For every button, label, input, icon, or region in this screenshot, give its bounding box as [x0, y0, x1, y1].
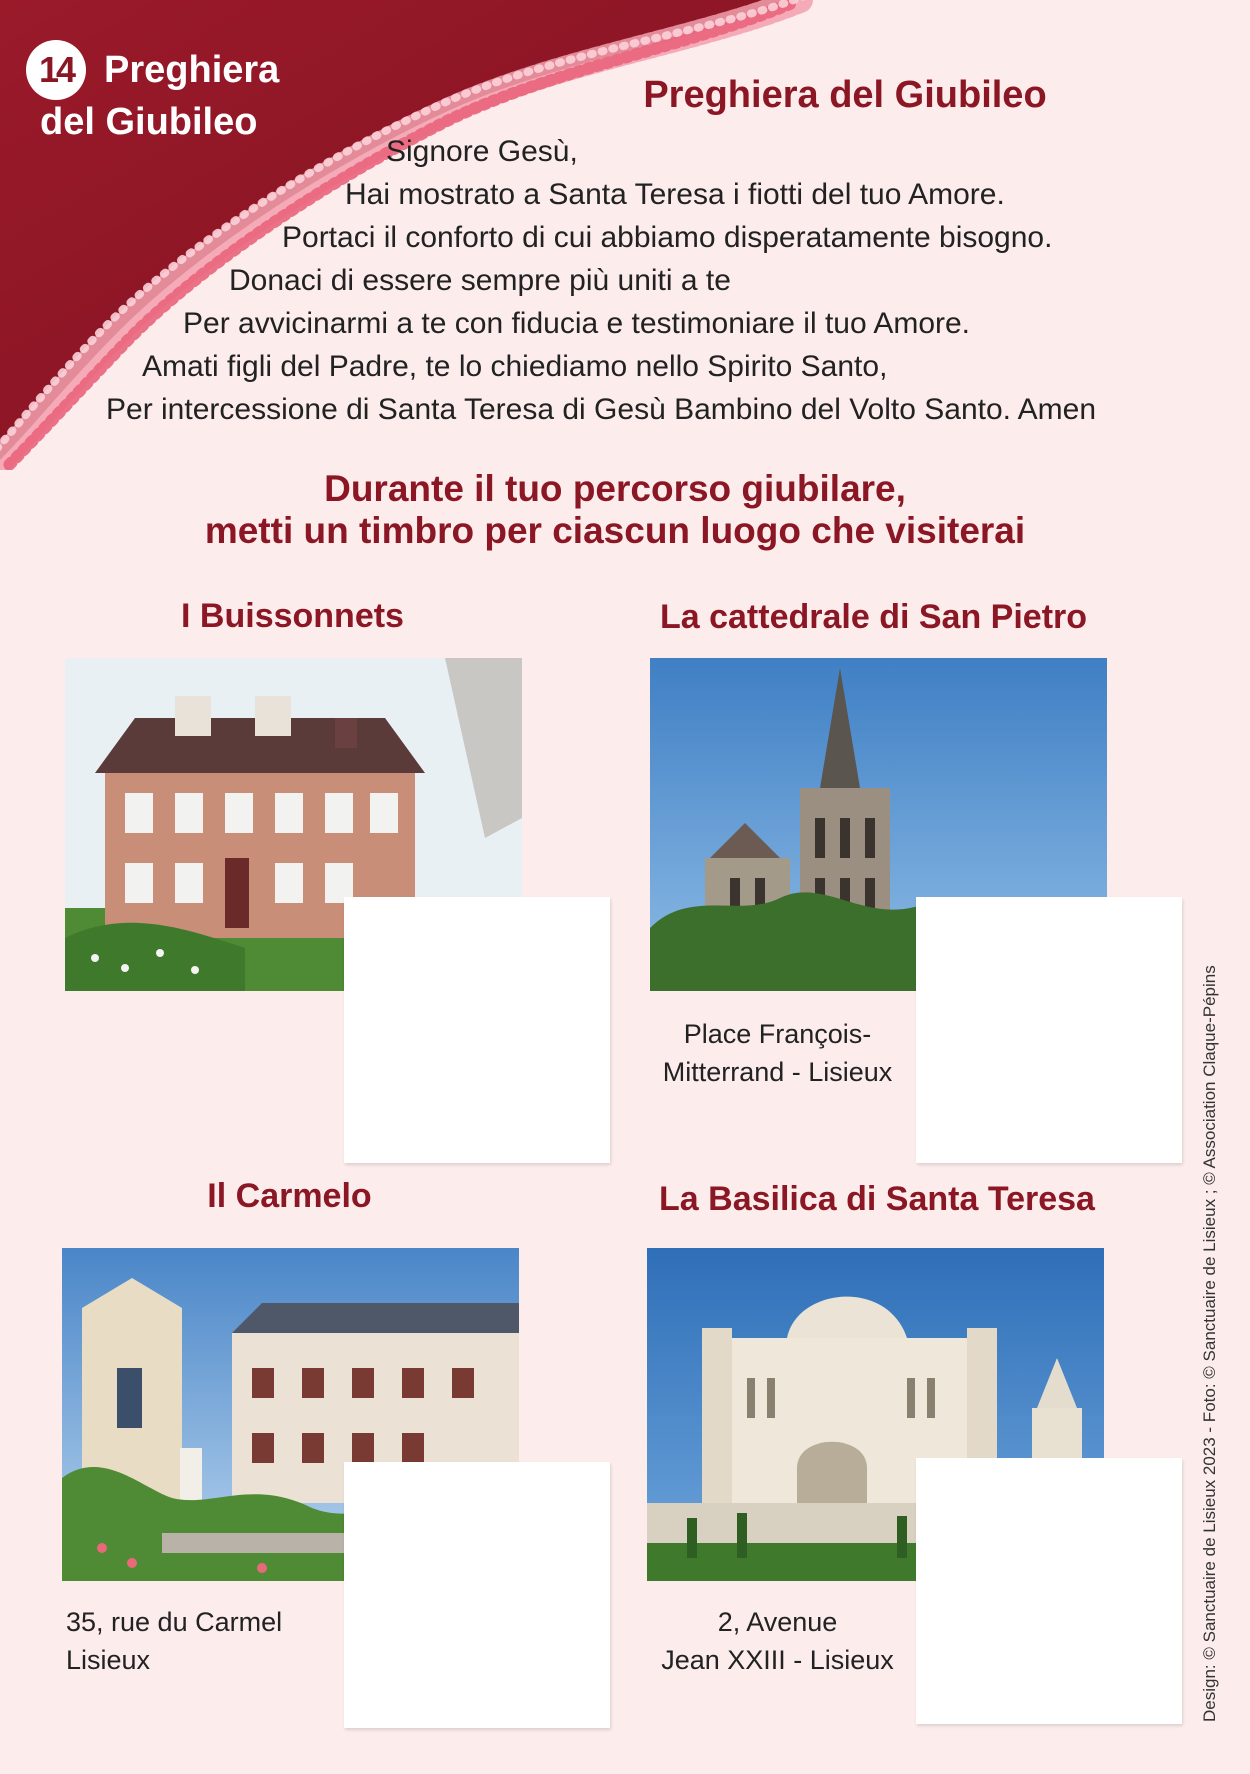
- address-basilica: [650, 1603, 905, 1679]
- stamp-box-buissonnets[interactable]: [344, 897, 610, 1163]
- stamp-box-carmelo[interactable]: [344, 1462, 610, 1728]
- address-line: Mitterrand - Lisieux: [662, 1057, 893, 1087]
- prayer-line: Portaci il conforto di cui abbiamo disperatamente bisogno.: [282, 221, 1053, 254]
- address-line: Jean XXIII - Lisieux: [661, 1645, 894, 1675]
- prayer-line: Per intercessione di Santa Teresa di Gesù Bambino del Volto Santo. Amen: [106, 393, 1097, 426]
- stamp-heading-line2: metti un timbro per ciascun luogo che visiterai: [204, 510, 1026, 551]
- place-title-basilica: La Basilica di Santa Teresa: [659, 1180, 1095, 1218]
- prayer-title: Preghiera del Giubileo: [643, 74, 1047, 116]
- prayer-line: Signore Gesù,: [386, 135, 578, 168]
- place-title-buissonnets: I Buissonnets: [181, 597, 404, 635]
- page-number-badge: 14: [26, 40, 86, 100]
- place-title-cattedrale: La cattedrale di San Pietro: [659, 598, 1088, 636]
- corner-title-line2: del Giubileo: [40, 101, 258, 143]
- stamp-heading-line1: Durante il tuo percorso giubilare,: [324, 468, 906, 509]
- stamp-heading: [120, 468, 1110, 552]
- address-cattedrale: [655, 1015, 900, 1091]
- prayer-line: Donaci di essere sempre più uniti a te: [229, 264, 731, 297]
- address-line: Place François-: [683, 1019, 872, 1049]
- stamp-box-basilica[interactable]: [916, 1458, 1182, 1724]
- stamp-box-cattedrale[interactable]: [916, 897, 1182, 1163]
- address-carmelo: [66, 1603, 326, 1679]
- address-line: 35, rue du Carmel: [66, 1607, 283, 1637]
- photo-credit: Design: © Sanctuaire de Lisieux 2023 - Foto: © Sanctuaire de Lisieux ; © Association Claque-Pépins: [1200, 965, 1219, 1722]
- corner-title: [40, 44, 279, 148]
- prayer-line: Hai mostrato a Santa Teresa i fiotti del tuo Amore.: [345, 178, 1005, 211]
- prayer-line: Per avvicinarmi a te con fiducia e testimoniare il tuo Amore.: [183, 307, 971, 340]
- address-line: Lisieux: [66, 1645, 151, 1675]
- corner-title-line1: Preghiera: [104, 49, 280, 91]
- address-line: 2, Avenue: [717, 1607, 838, 1637]
- prayer-line: Amati figli del Padre, te lo chiediamo nello Spirito Santo,: [142, 350, 888, 383]
- place-title-carmelo: Il Carmelo: [207, 1177, 372, 1215]
